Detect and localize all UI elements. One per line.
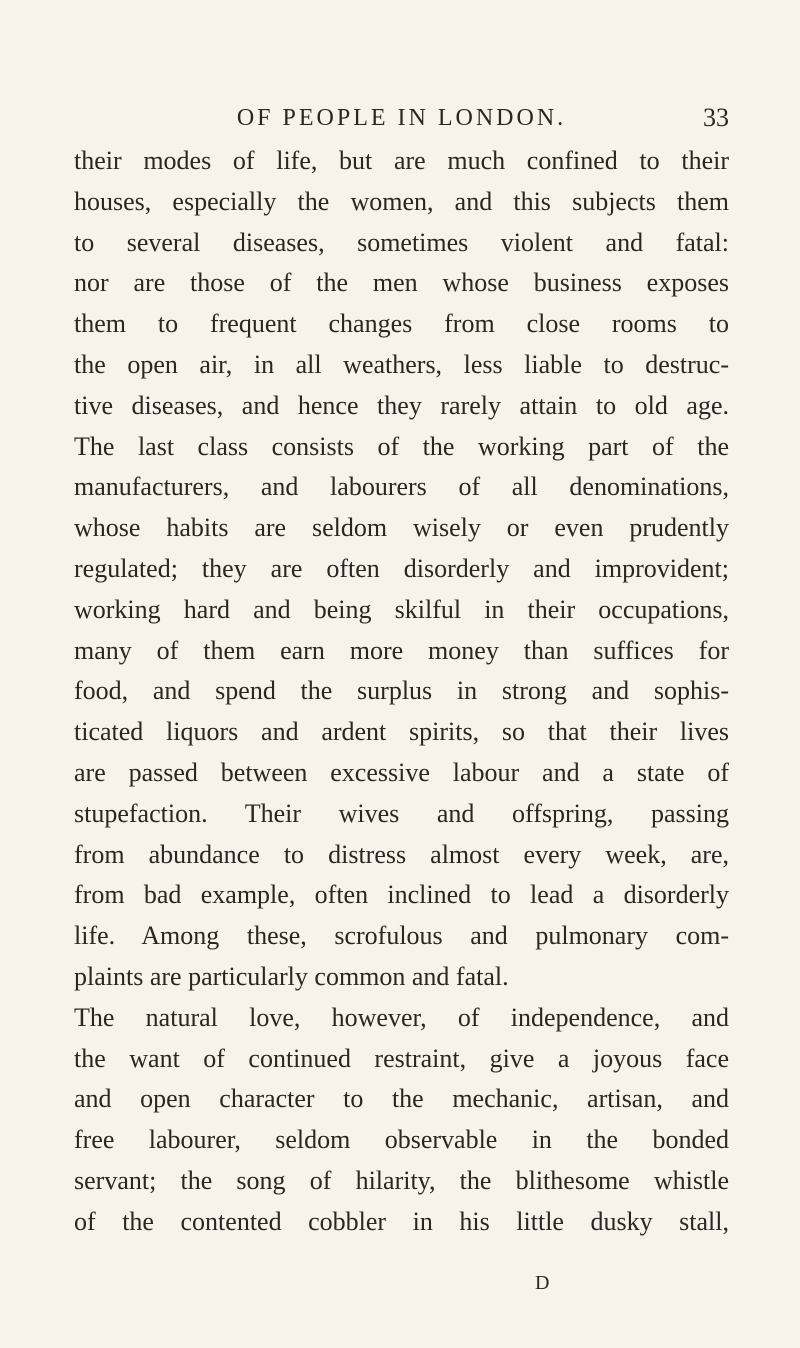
text-line: The last class consists of the working part of the [74,431,729,461]
text-line: from abundance to distress almost every week, are, [74,839,729,869]
text-line: their modes of life, but are much confined to their [74,146,729,175]
text-line: working hard and being skilful in their occupations, [74,594,729,624]
body-text [74,141,729,1243]
text-line: and open character to the mechanic, artisan, and [74,1084,729,1114]
text-line: ticated liquors and ardent spirits, so that their lives [74,717,729,747]
text-line: free labourer, seldom observable in the bonded [74,1125,729,1155]
text-line: servant; the song of hilarity, the blithesome whistle [74,1165,729,1195]
text-line: them to frequent changes from close rooms to [74,309,729,339]
text-line: houses, especially the women, and this subjects them [74,186,729,216]
text-line: whose habits are seldom wisely or even prudently [74,513,729,543]
text-line: stupefaction. Their wives and offspring, passing [74,798,729,828]
text-line: nor are those of the men whose business exposes [74,268,729,298]
text-line: manufacturers, and labourers of all denominations, [74,472,729,502]
text-line: life. Among these, scrofulous and pulmonary com- [74,921,729,951]
text-line: regulated; they are often disorderly and improvident; [74,553,729,583]
running-head [74,98,729,138]
signature-mark: D [535,1272,550,1294]
text-line: many of them earn more money than suffices for [74,635,729,665]
page-number: 33 [703,103,729,132]
text-line: plaints are particularly common and fatal. [74,961,509,991]
text-line: of the contented cobbler in his little dusky stall, [74,1206,729,1236]
text-line: food, and spend the surplus in strong and sophis- [74,676,729,706]
text-line: are passed between excessive labour and a state of [74,757,729,787]
text-line: from bad example, often inclined to lead a disorderly [74,880,729,910]
text-line: the open air, in all weathers, less liable to destruc- [74,349,729,379]
text-line: The natural love, however, of independence, and [74,1002,729,1032]
running-head-title: OF PEOPLE IN LONDON. [236,105,567,131]
text-line: tive diseases, and hence they rarely attain to old age. [74,390,729,420]
text-line: to several diseases, sometimes violent and fatal: [74,227,729,257]
text-line: the want of continued restraint, give a joyous face [74,1043,729,1073]
